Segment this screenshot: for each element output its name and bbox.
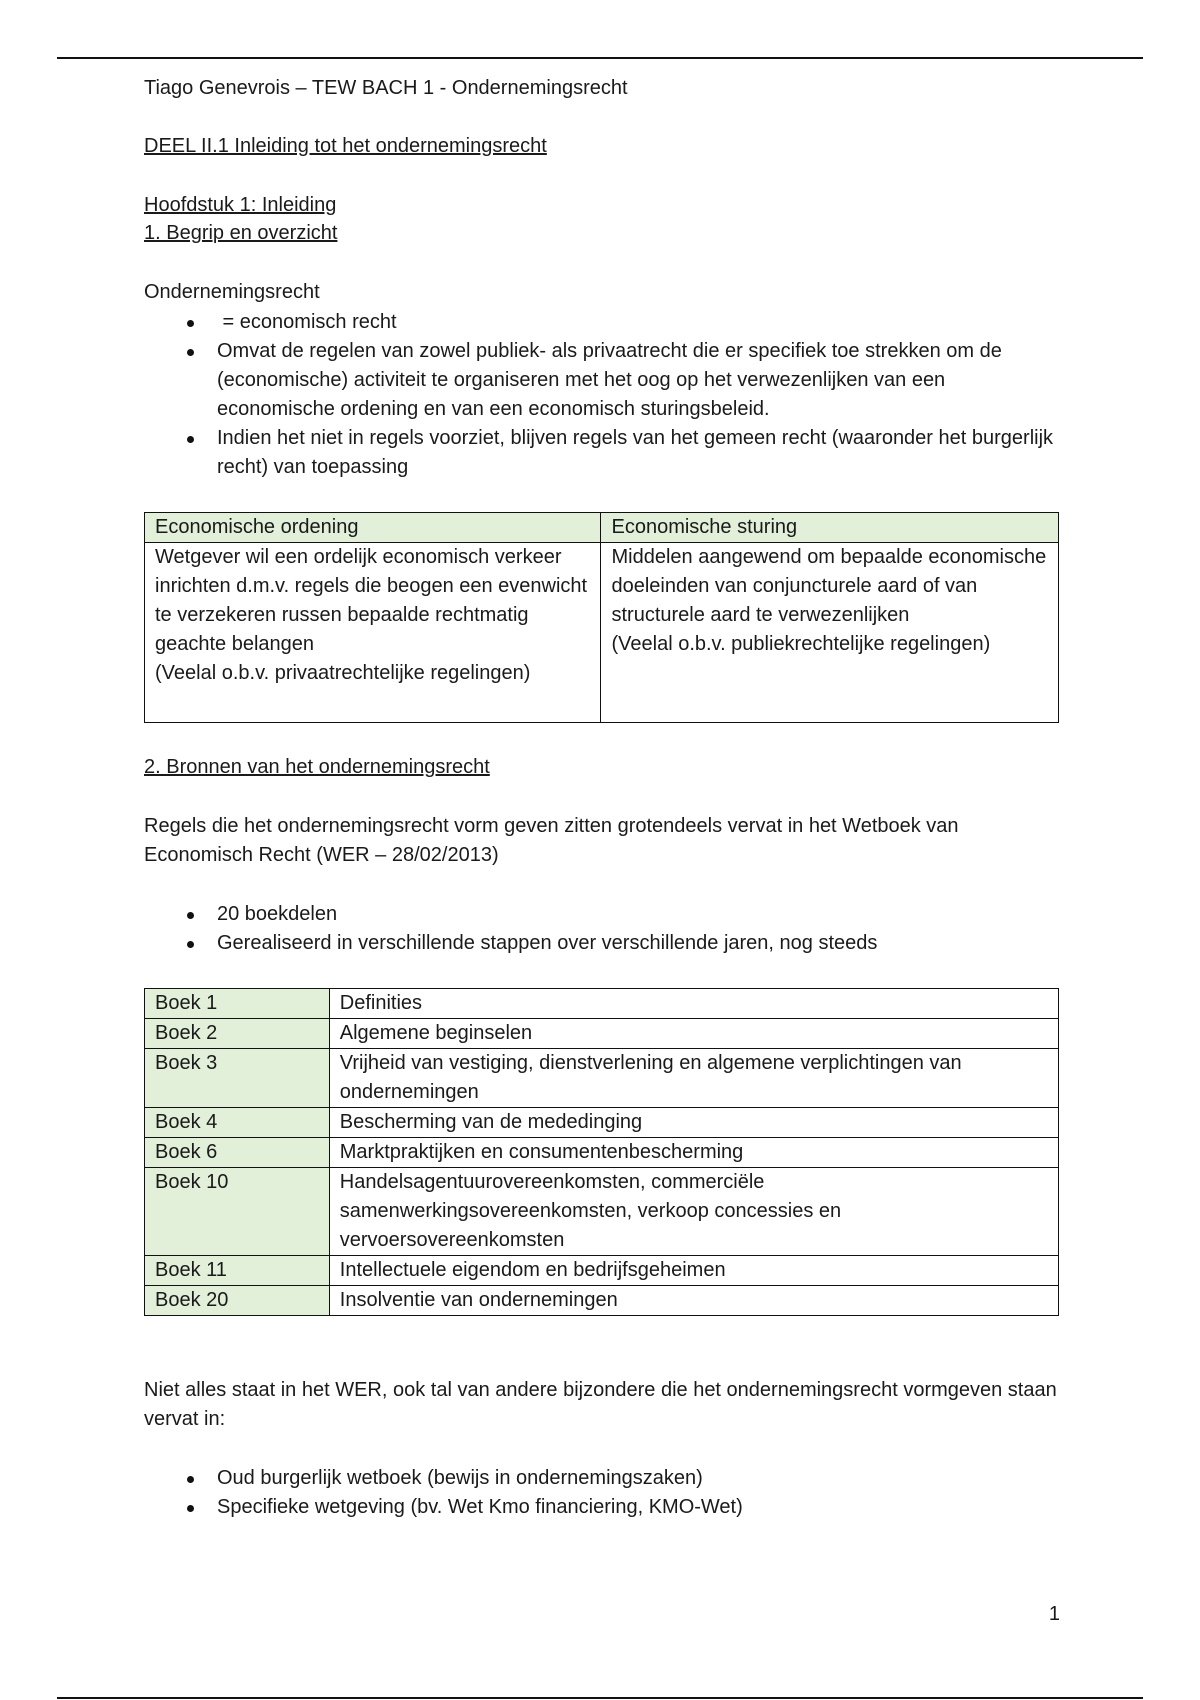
list-item: Gerealiseerd in verschillende stappen over verschillende jaren, nog steeds (144, 929, 1059, 958)
closing-paragraph: Niet alles staat in het WER, ook tal van andere bijzondere die het ondernemingsrecht vormgeven staan vervat in: (144, 1379, 1057, 1430)
section2-paragraph: Regels die het ondernemingsrecht vorm geven zitten grotendeels vervat in het Wetboek van Economisch Recht (WER – 28/02/2013) (144, 815, 959, 866)
term-heading: Ondernemingsrecht (144, 281, 320, 303)
list-item: 20 boekdelen (144, 900, 1059, 929)
list-item: Omvat de regelen van zowel publiek- als privaatrecht die er specifiek toe strekken om de (economische) activiteit te organiseren met het oog op het verwezenlijken van een economische ordening en van een economisch sturingsbeleid. (144, 337, 1059, 424)
table-cell-ordening: Wetgever wil een ordelijk economisch verkeer inrichten d.m.v. regels die beogen een evenwicht te verzekeren russen bepaalde rechtmatig geachte belangen (Veelal o.b.v. privaatrechtelijke regelingen) (145, 543, 601, 723)
table-row: Boek 6 Marktpraktijken en consumentenbescherming (145, 1138, 1059, 1168)
top-rule (57, 57, 1143, 59)
table-row: Boek 10 Handelsagentuurovereenkomsten, commerciële samenwerkingsovereenkomsten, verkoop concessies en vervoersovereenkomsten (145, 1168, 1059, 1256)
document-body (144, 74, 1059, 1522)
table-row: Boek 4 Bescherming van de mededinging (145, 1108, 1059, 1138)
list-item: Indien het niet in regels voorziet, blijven regels van het gemeen recht (waaronder het burgerlijk recht) van toepassing (144, 424, 1059, 482)
table-row: Boek 3 Vrijheid van vestiging, dienstverlening en algemene verplichtingen van ondernemingen (145, 1049, 1059, 1108)
table-row: Boek 20 Insolventie van ondernemingen (145, 1286, 1059, 1316)
bullet-icon (187, 436, 194, 443)
page-number: 1 (1048, 1603, 1060, 1625)
bullet-icon (187, 1505, 194, 1512)
page-header: Tiago Genevrois – TEW BACH 1 - Ondernemingsrecht (144, 77, 628, 99)
bullet-icon (187, 912, 194, 919)
ordening-sturing-table (144, 512, 1059, 723)
bullet-icon (187, 320, 194, 327)
bullet-icon (187, 349, 194, 356)
table-row: Boek 11 Intellectuele eigendom en bedrijfsgeheimen (145, 1256, 1059, 1286)
chapter-title: Hoofdstuk 1: Inleiding (144, 194, 337, 216)
table-header-ordening: Economische ordening (145, 513, 601, 543)
other-sources-list (144, 1464, 1059, 1522)
section1-title: 1. Begrip en overzicht (144, 222, 338, 244)
list-item: = economisch recht (144, 308, 1059, 337)
table-row: Boek 2 Algemene beginselen (145, 1019, 1059, 1049)
bottom-rule (57, 1697, 1143, 1699)
definition-list (144, 308, 1059, 482)
table-row: Boek 1 Definities (145, 989, 1059, 1019)
books-table (144, 988, 1059, 1316)
part-title: DEEL II.1 Inleiding tot het ondernemingsrecht (144, 135, 547, 157)
table-cell-sturing: Middelen aangewend om bepaalde economische doeleinden van conjuncturele aard of van structurele aard te verwezenlijken (Veelal o.b.v. publiekrechtelijke regelingen) (601, 543, 1059, 723)
table-header-sturing: Economische sturing (601, 513, 1059, 543)
section2-title: 2. Bronnen van het ondernemingsrecht (144, 756, 490, 778)
bullet-icon (187, 941, 194, 948)
list-item: Specifieke wetgeving (bv. Wet Kmo financiering, KMO-Wet) (144, 1493, 1059, 1522)
list-item: Oud burgerlijk wetboek (bewijs in ondernemingszaken) (144, 1464, 1059, 1493)
wer-list (144, 900, 1059, 958)
bullet-icon (187, 1476, 194, 1483)
